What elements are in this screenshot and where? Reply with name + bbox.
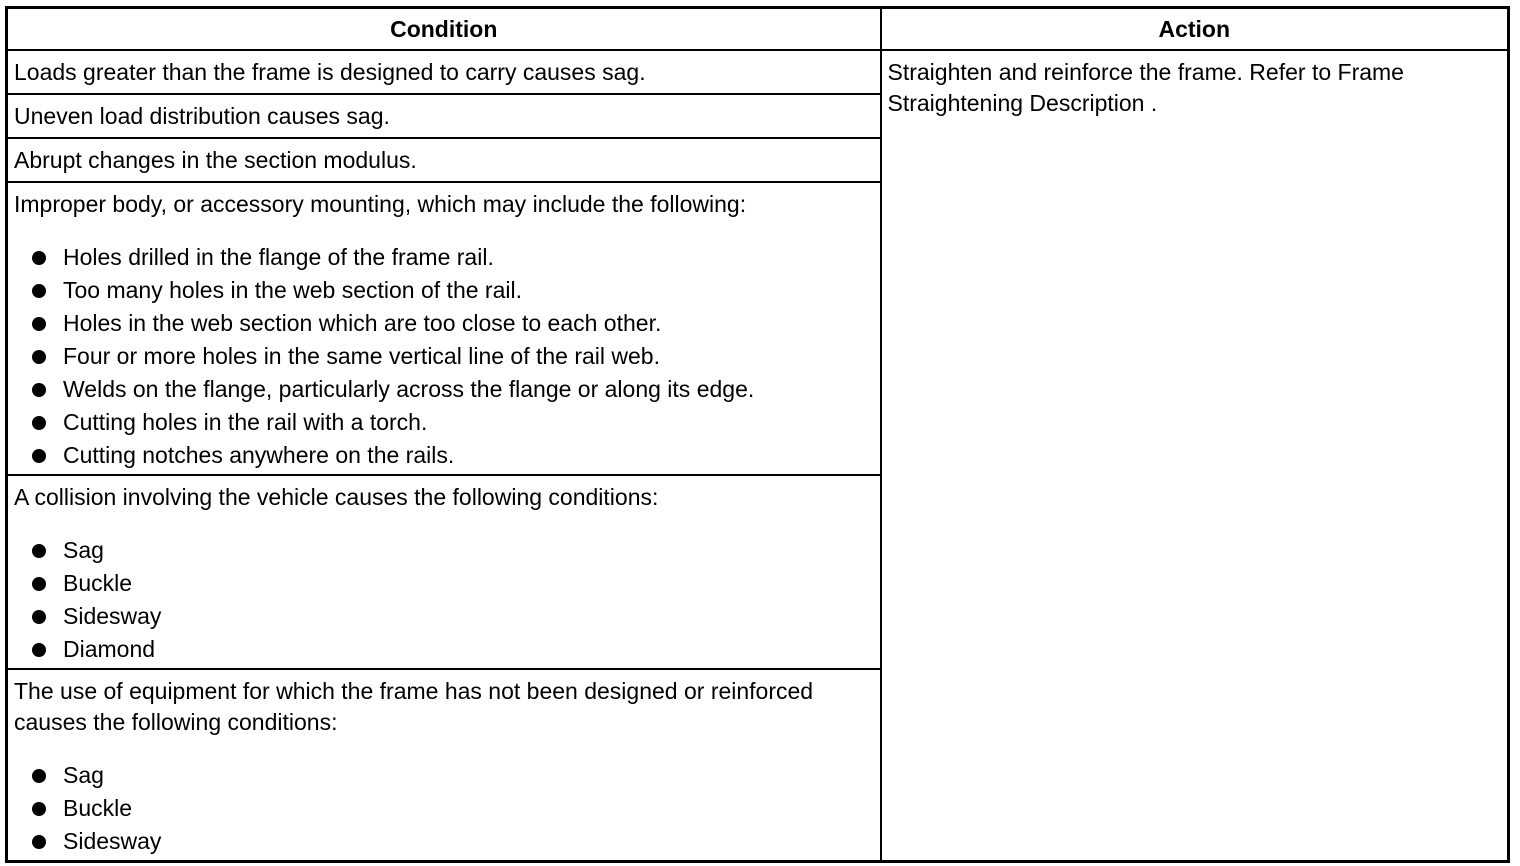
bullet-icon [32,251,46,265]
list-item-text: Four or more holes in the same vertical line of the rail web. [63,343,660,369]
bullet-icon [32,835,46,849]
condition-cell: Uneven load distribution causes sag. [7,94,881,138]
list-item-text: Cutting notches anywhere on the rails. [63,442,455,468]
list-item-text: Cutting holes in the rail with a torch. [63,409,428,435]
action-cell: Straighten and reinforce the frame. Refer to Frame Straightening Description . [881,50,1509,862]
bullet-icon [32,284,46,298]
bullet-icon [32,769,46,783]
list-item-text: Too many holes in the web section of the rail. [63,277,522,303]
list-item [14,759,874,792]
bullet-list [14,759,874,858]
table-row [7,50,1509,94]
condition-header: Condition [7,8,881,51]
action-header: Action [881,8,1509,51]
list-item [14,534,874,567]
list-item [14,274,874,307]
condition-intro: The use of equipment for which the frame has not been designed or reinforced causes the following conditions: [14,678,814,735]
header-row [7,8,1509,51]
bullet-list [14,241,874,472]
list-item [14,567,874,600]
list-item [14,307,874,340]
bullet-icon [32,544,46,558]
bullet-icon [32,416,46,430]
bullet-icon [32,643,46,657]
list-item-text: Buckle [63,795,133,821]
list-item-text: Holes drilled in the flange of the frame rail. [63,244,494,270]
bullet-list [14,534,874,666]
condition-cell: Loads greater than the frame is designed to carry causes sag. [7,50,881,94]
condition-cell [7,475,881,669]
bullet-icon [32,317,46,331]
list-item-text: Holes in the web section which are too close to each other. [63,310,662,336]
list-item-text: Diamond [63,636,156,662]
list-item [14,439,874,472]
condition-cell: Abrupt changes in the section modulus. [7,138,881,182]
list-item [14,406,874,439]
condition-cell [7,182,881,475]
bullet-icon [32,383,46,397]
list-item [14,600,874,633]
list-item-text: Welds on the flange, particularly across the flange or along its edge. [63,376,755,402]
list-item-text: Sidesway [63,603,162,629]
condition-intro: Improper body, or accessory mounting, which may include the following: [14,191,747,217]
list-item [14,633,874,666]
list-item-text: Buckle [63,570,133,596]
list-item-text: Sag [63,762,104,788]
condition-cell [7,669,881,862]
condition-action-table [5,6,1510,863]
bullet-icon [32,610,46,624]
condition-intro: A collision involving the vehicle causes the following conditions: [14,484,659,510]
list-item [14,825,874,858]
bullet-icon [32,449,46,463]
bullet-icon [32,350,46,364]
list-item-text: Sag [63,537,104,563]
bullet-icon [32,577,46,591]
list-item [14,241,874,274]
list-item-text: Sidesway [63,828,162,854]
list-item [14,792,874,825]
list-item [14,373,874,406]
bullet-icon [32,802,46,816]
list-item [14,340,874,373]
